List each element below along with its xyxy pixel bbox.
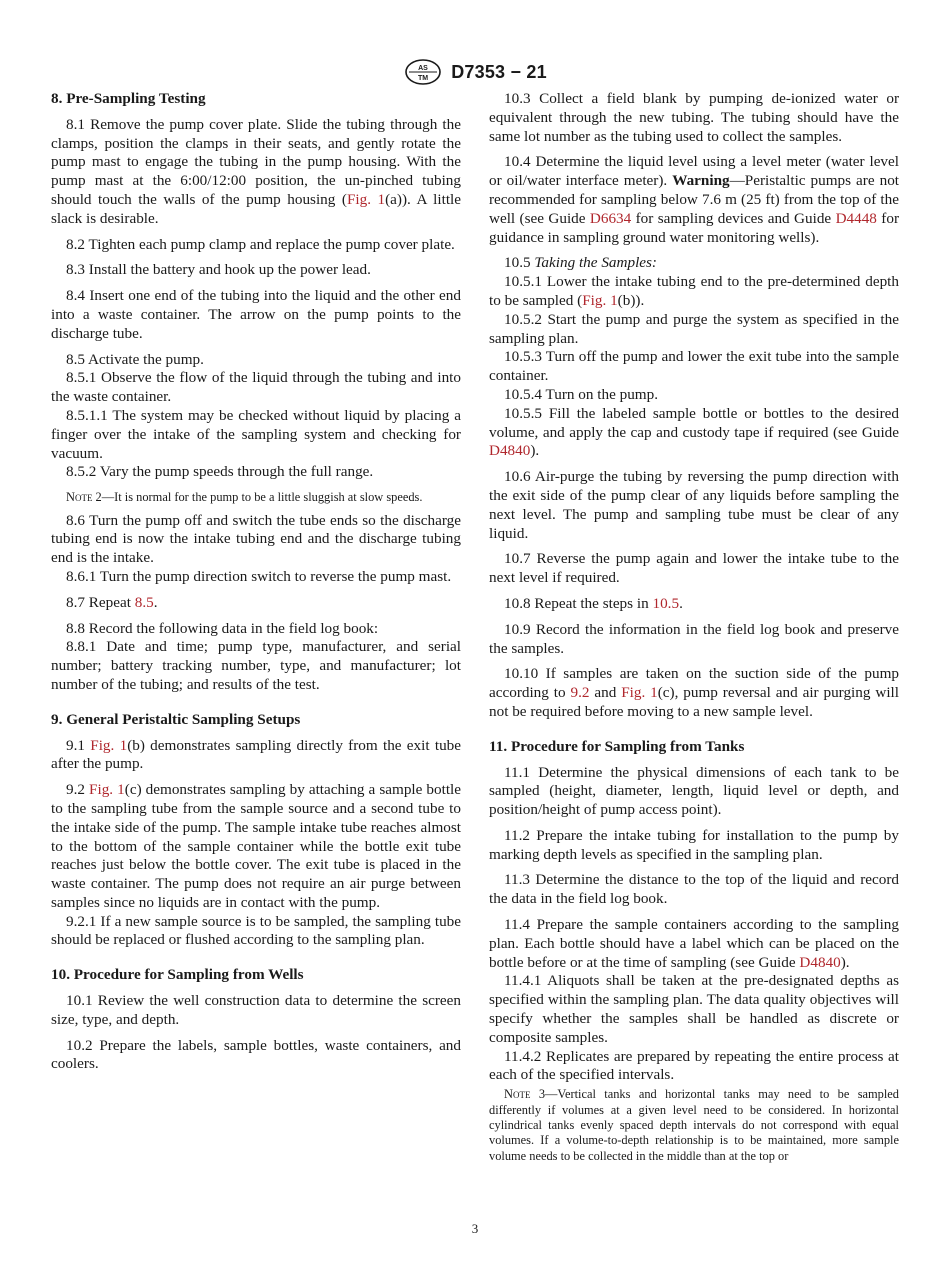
paragraph: 8.5.2 Vary the pump speeds through the full range.: [66, 463, 374, 481]
paragraph: 11.4.2 Replicates are prepared by repeating the entire process at each of the specified intervals.: [489, 1047, 899, 1084]
paragraph: 9.2.1 If a new sample source is to be sampled, the sampling tube should be replaced or flushed according to the sampling plan.: [51, 912, 461, 949]
paragraph: 8.6.1 Turn the pump direction switch to reverse the pump mast.: [66, 567, 452, 585]
paragraph: 10.7 Reverse the pump again and lower the intake tube to the next level if required.: [489, 550, 899, 587]
paragraph: 10.4 Determine the liquid level using a level meter (water level or oil/water interface meter). Warning—Peristaltic pumps are not recommended for sampling below 7.6 m (25 ft) from the top of the well (see Guide D6634 for sampling devices and Guide D4448 for guidance in sampling ground water monitoring wells).: [489, 153, 900, 246]
section-heading: 11. Procedure for Sampling from Tanks: [489, 737, 745, 755]
paragraph: 10.3 Collect a field blank by pumping de-ionized water or equivalent through the new tubing. The tubing should have the same lot number as the tubing used to collect the samples.: [489, 90, 899, 145]
section-heading: 9. General Peristaltic Sampling Setups: [51, 710, 301, 728]
paragraph: 8.5.1.1 The system may be checked without liquid by placing a finger over the intake of the sampling system and checking for vacuum.: [51, 406, 461, 462]
paragraph: 11.4.1 Aliquots shall be taken at the pre-designated depths as specified within the sampling plan. The data quality objectives will specify whether the samples shall be handled as discrete or composite samples.: [489, 972, 899, 1046]
paragraph: 8.7 Repeat 8.5.: [66, 593, 158, 611]
page-header: [0, 58, 950, 86]
left-column: [51, 90, 461, 1074]
section-link[interactable]: 10.5: [652, 594, 680, 612]
svg-text:TM: TM: [418, 75, 429, 82]
standard-link[interactable]: D4840: [489, 442, 531, 460]
figure-link[interactable]: Fig. 1: [582, 291, 618, 309]
right-column: [489, 90, 899, 1164]
paragraph: 10.9 Record the information in the field log book and preserve the samples.: [489, 620, 899, 657]
paragraph: 8.1 Remove the pump cover plate. Slide the tubing through the clamps, position the clamps in their seats, and gently rotate the pump mast to engage the tubing in the pump housing. With the pump mast at the 6:00/12:00 position, the un-pinched tubing should touch the walls of the pump housing (Fig. 1(a)). A little slack is desirable.: [51, 115, 461, 227]
figure-link[interactable]: Fig. 1: [346, 190, 386, 208]
paragraph: 8.6 Turn the pump off and switch the tube ends so the discharge tubing end is now the intake tubing end and the discharge tubing end is the intake.: [51, 511, 461, 567]
paragraph: 10.5.4 Turn on the pump.: [504, 385, 659, 403]
paragraph: 8.8 Record the following data in the field log book:: [66, 619, 379, 637]
page-number: 3: [471, 1221, 479, 1236]
paragraph: 8.2 Tighten each pump clamp and replace the pump cover plate.: [66, 235, 455, 253]
paragraph: 11.4 Prepare the sample containers according to the sampling plan. Each bottle should have a label which can be placed on the bottle before or at the time of sampling (see Guide D4840).: [489, 916, 899, 971]
paragraph: 10.6 Air-purge the tubing by reversing the pump direction with the exit side of the pump clear of any liquids before sampling the next level. The pump and sampling tube must be clear of any liquid.: [489, 468, 899, 542]
paragraph: 11.2 Prepare the intake tubing for installation to the pump by marking depth levels as specified in the sampling plan.: [489, 826, 899, 863]
paragraph: 10.5.3 Turn off the pump and lower the exit tube into the sample container.: [489, 348, 899, 385]
paragraph: 8.8.1 Date and time; pump type, manufacturer, and serial number; battery tracking number, type, and manufacturer; lot number of the tubing; and results of the test.: [51, 638, 461, 693]
figure-link[interactable]: Fig. 1: [621, 684, 658, 702]
paragraph: 9.2 Fig. 1(c) demonstrates sampling by attaching a sample bottle to the sampling tube from the sample source and a second tube to the intake side of the pump. The sample intake tube reaches almost to the bottom of the sample container while the bottle exit tube reaches just below the bottle cover. The exit tube is placed in the waste container. The pump does not require an air purge between samples since no liquids are in contact with the pump.: [51, 781, 462, 911]
section-link[interactable]: 9.2: [570, 684, 590, 702]
note: Note 2—It is normal for the pump to be a little sluggish at slow speeds.: [66, 490, 423, 505]
paragraph: 10.5.1 Lower the intake tubing end to the pre-determined depth to be sampled (Fig. 1(b)).: [489, 273, 899, 309]
standard-link[interactable]: D4448: [835, 209, 877, 227]
paragraph: 11.1 Determine the physical dimensions of each tank to be sampled (height, diameter, length, liquid level or depth, and position/height of pump access point).: [489, 763, 899, 819]
figure-link[interactable]: Fig. 1: [90, 736, 128, 754]
astm-logo-icon: [403, 58, 443, 86]
paragraph: 10.8 Repeat the steps in 10.5.: [504, 594, 683, 612]
paragraph: 10.5 Taking the Samples:: [504, 254, 657, 272]
section-heading: 8. Pre-Sampling Testing: [51, 90, 206, 107]
paragraph: 10.5.5 Fill the labeled sample bottle or bottles to the desired volume, and apply the cap and custody tape if required (see Guide D4840).: [489, 404, 899, 460]
paragraph: 11.3 Determine the distance to the top of the liquid and record the data in the field log book.: [489, 871, 899, 908]
section-link[interactable]: 8.5: [134, 593, 154, 611]
note: Note 3—Vertical tanks and horizontal tanks may need to be sampled differently if volumes at a given level need to be considered. In horizontal cylindrical tanks evenly spaced depth intervals do not correspond with equal volumes. If a volume-to-depth relationship is to be maintained, more sample volume needs to be collected in the middle than at the top or: [489, 1087, 899, 1163]
standard-link[interactable]: D6634: [589, 209, 632, 227]
svg-text:AS: AS: [418, 65, 429, 72]
paragraph: 8.5 Activate the pump.: [66, 350, 204, 368]
paragraph: 10.5.2 Start the pump and purge the system as specified in the sampling plan.: [489, 310, 899, 347]
paragraph: 8.3 Install the battery and hook up the power lead.: [66, 261, 371, 279]
paragraph: 10.2 Prepare the labels, sample bottles, waste containers, and coolers.: [51, 1036, 461, 1073]
standard-link[interactable]: D4840: [799, 953, 841, 971]
paragraph: 10.10 If samples are taken on the suction side of the pump according to 9.2 and Fig. 1(c), pump reversal and air purging will not be required before moving to a new sample level.: [489, 665, 899, 720]
figure-link[interactable]: Fig. 1: [89, 781, 125, 799]
section-heading: 10. Procedure for Sampling from Wells: [51, 966, 304, 984]
paragraph: 9.1 Fig. 1(b) demonstrates sampling directly from the exit tube after the pump.: [51, 736, 461, 773]
paragraph: 10.1 Review the well construction data to determine the screen size, type, and depth.: [51, 992, 461, 1028]
paragraph: 8.4 Insert one end of the tubing into the liquid and the other end into a waste container. The arrow on the pump points to the discharge tube.: [51, 287, 461, 342]
paragraph: 8.5.1 Observe the flow of the liquid through the tubing and into the waste container.: [51, 369, 461, 406]
standard-designation: D7353 − 21: [451, 61, 547, 82]
